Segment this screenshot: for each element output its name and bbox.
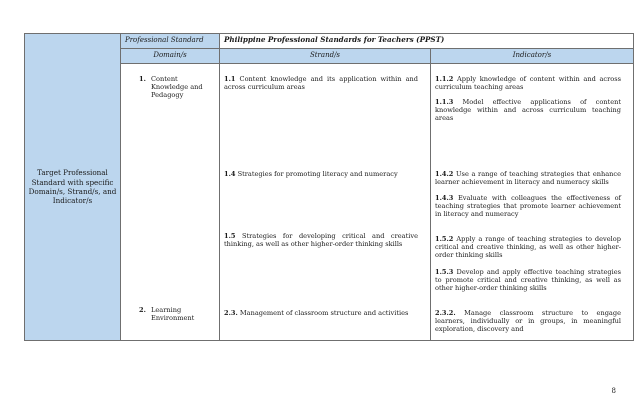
target-standard-label: Target Professional Standard with specific Domain/s, Strand/s, and Indicator/s (25, 34, 121, 341)
strand-item: 2.3. Management of classroom structure and activities (224, 309, 409, 317)
indicator-column-header: Indicator/s (431, 49, 634, 64)
indicator-item: 2.3.2. Manage classroom structure to engage learners, individually or in groups, in meaningful exploration, discovery and (435, 309, 621, 334)
strand-column-header: Strand/s (220, 49, 431, 64)
ppst-table (24, 33, 634, 341)
standard-title: Philippine Professional Standards for Teachers (PPST) (220, 34, 634, 49)
domain-cell (121, 64, 220, 341)
page-number: 8 (611, 387, 616, 395)
professional-standard-label: Professional Standard (121, 34, 220, 49)
indicator-item: 1.4.2 Use a range of teaching strategies that enhance learner achievement in literacy and numeracy skills (435, 170, 621, 187)
domain-label: Content Knowledge and Pedagogy (151, 75, 203, 100)
strand-cell (220, 64, 431, 341)
domain-column-header: Domain/s (121, 49, 220, 64)
indicator-item: 1.1.3 Model effective applications of content knowledge within and across curriculum teaching areas (435, 98, 621, 123)
domain-item-2: 2. Learning Environment (139, 306, 205, 322)
indicator-item: 1.5.3 Develop and apply effective teaching strategies to promote critical and creative thinking, as well as other higher-order thinking skills (435, 268, 621, 293)
strand-item: 1.4 Strategies for promoting literacy and numeracy (224, 170, 398, 178)
strand-item: 1.1 Content knowledge and its application within and across curriculum areas (224, 75, 418, 92)
strand-item: 1.5 Strategies for developing critical and creative thinking, as well as other higher-order thinking skills (224, 232, 418, 249)
domain-item-1: 1. Content Knowledge and Pedagogy (139, 75, 205, 99)
indicator-item: 1.5.2 Apply a range of teaching strategies to develop critical and creative thinking, as well as other higher-order thinking skills (435, 235, 621, 260)
indicator-item: 1.4.3 Evaluate with colleagues the effectiveness of teaching strategies that promote learner achievement in literacy and numeracy (435, 194, 621, 219)
indicator-cell (431, 64, 634, 341)
domain-label: Learning Environment (151, 306, 195, 323)
indicator-item: 1.1.2 Apply knowledge of content within and across curriculum teaching areas (435, 75, 621, 92)
